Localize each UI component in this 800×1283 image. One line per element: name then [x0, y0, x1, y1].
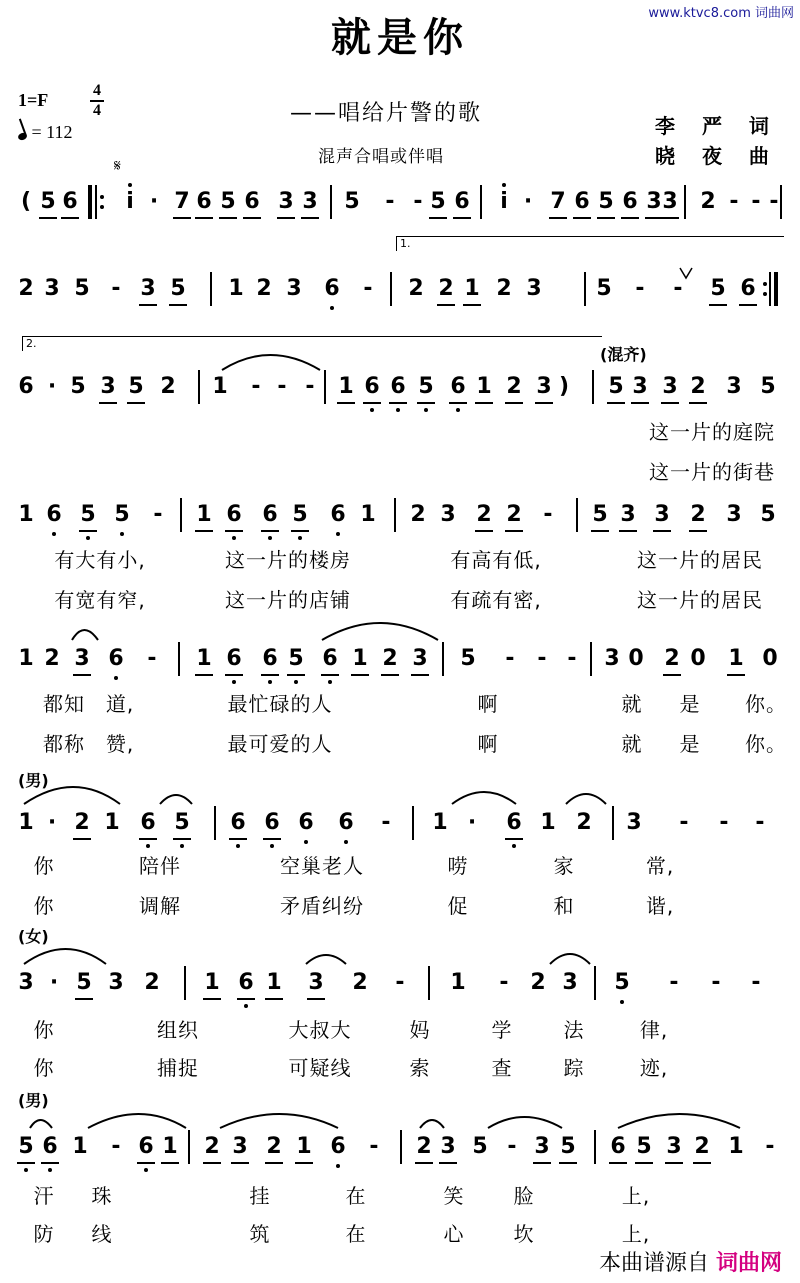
lyric: 唠 — [447, 854, 469, 878]
lyric: 啊 — [477, 732, 499, 756]
volta-first: 1. — [396, 236, 784, 251]
note: 3 — [626, 810, 642, 835]
note: 2 — [496, 276, 512, 301]
note: 3 — [108, 970, 124, 995]
note: 5 — [288, 646, 304, 671]
note: 2 — [700, 189, 716, 214]
note: 2 — [74, 810, 90, 835]
note: 5 — [460, 646, 476, 671]
note: 1 — [728, 1134, 744, 1159]
note: 5 — [114, 502, 130, 527]
note: - — [729, 189, 739, 214]
note: 6 — [244, 189, 260, 214]
note: 5 — [70, 374, 86, 399]
lyric: 索 — [409, 1056, 431, 1080]
note: 3 — [232, 1134, 248, 1159]
note: - — [369, 1134, 379, 1159]
note: 5 — [614, 970, 630, 995]
note: 6 — [262, 502, 278, 527]
note: 6 — [324, 276, 340, 301]
note: - — [505, 646, 515, 671]
lyric: 这一片的街巷 — [649, 460, 775, 484]
slur — [452, 792, 516, 804]
note: - — [719, 810, 729, 835]
note: 3 — [726, 374, 742, 399]
slur — [618, 1114, 740, 1128]
note: 2 — [690, 502, 706, 527]
lyric: 最可爱的人 — [227, 732, 333, 756]
lyric: 你。 — [745, 692, 787, 716]
note: - — [567, 646, 577, 671]
note: 5 — [170, 276, 186, 301]
note: 2 — [476, 502, 492, 527]
lyricist-credit: 李 严 词 — [655, 114, 779, 138]
note: 5 — [292, 502, 308, 527]
note: 0 — [628, 646, 644, 671]
lyric: 坎 — [513, 1222, 535, 1246]
footer-prefix: 本曲谱源自 — [598, 1251, 709, 1276]
note: 5 — [592, 502, 608, 527]
note: - — [765, 1134, 775, 1159]
note: 1 — [360, 502, 376, 527]
note: 5 — [76, 970, 92, 995]
note: 6 — [138, 1134, 154, 1159]
note: · — [149, 189, 159, 214]
slur — [566, 794, 606, 804]
note: 1 — [476, 374, 492, 399]
lyric: 律, — [639, 1018, 669, 1042]
tempo-value: = 112 — [31, 122, 73, 142]
note: 1 — [352, 646, 368, 671]
slur — [322, 623, 438, 640]
note: 3 — [412, 646, 428, 671]
lyric: 筑 — [249, 1222, 271, 1246]
note: 1 — [450, 970, 466, 995]
voice-label-male-2: (男) — [18, 1091, 49, 1110]
song-title: 就是你 — [331, 15, 469, 61]
note: 3 — [302, 189, 318, 214]
slur — [30, 1120, 52, 1128]
note: 6 — [62, 189, 78, 214]
note: - — [305, 374, 315, 399]
footer-site-link[interactable]: 词曲网 — [715, 1251, 782, 1276]
slur — [220, 1114, 338, 1128]
note: 3 — [440, 502, 456, 527]
note: ) — [558, 374, 570, 399]
note: 5 — [80, 502, 96, 527]
lyric: 在 — [345, 1222, 367, 1246]
note: 2 — [408, 276, 424, 301]
note: - — [507, 1134, 517, 1159]
note: 1 — [728, 646, 744, 671]
note: 6 — [226, 502, 242, 527]
note: 3 — [646, 189, 662, 214]
note: 3 — [666, 1134, 682, 1159]
note: 2 — [410, 502, 426, 527]
note: 1 — [432, 810, 448, 835]
time-sig-bottom: 4 — [93, 102, 101, 119]
time-sig-top: 4 — [93, 82, 101, 99]
lyric: 迹, — [639, 1056, 669, 1080]
lyric: 最忙碌的人 — [227, 692, 333, 716]
note: ( — [20, 189, 32, 214]
note: 6 — [238, 970, 254, 995]
lyric: 和 — [553, 894, 575, 918]
note: 6 — [390, 374, 406, 399]
slur — [306, 955, 346, 964]
note: 5 — [710, 276, 726, 301]
lyric: 道, — [105, 692, 135, 716]
lyric: 常, — [645, 854, 675, 878]
note: 2 — [160, 374, 176, 399]
slur — [24, 949, 106, 964]
lyric: 你 — [33, 1056, 55, 1080]
lyric: 就 — [621, 692, 643, 716]
note: 3 — [662, 374, 678, 399]
lyric: 谐, — [645, 894, 675, 918]
note: 6 — [506, 810, 522, 835]
breath-mark-icon — [680, 268, 692, 278]
slur — [550, 954, 590, 964]
note: 7 — [550, 189, 566, 214]
footer-source — [599, 1246, 782, 1277]
slur — [160, 795, 192, 804]
slur — [88, 1114, 186, 1128]
note: 6 — [196, 189, 212, 214]
note: 2 — [382, 646, 398, 671]
note: - — [413, 189, 423, 214]
note: 1 — [464, 276, 480, 301]
note: 5 — [608, 374, 624, 399]
note: · — [523, 189, 533, 214]
note: 3 — [536, 374, 552, 399]
note: 6 — [610, 1134, 626, 1159]
lyric: 大叔大 — [288, 1018, 352, 1042]
segno-icon: 𝄋 — [114, 156, 121, 175]
note: 6 — [322, 646, 338, 671]
lyric: 家 — [553, 854, 575, 878]
note: 1 — [228, 276, 244, 301]
note: - — [363, 276, 373, 301]
note: 2 — [506, 374, 522, 399]
note: 6 — [454, 189, 470, 214]
note: - — [755, 810, 765, 835]
voice-label-mixed: (混齐) — [600, 345, 647, 364]
note: - — [395, 970, 405, 995]
note: 3 — [44, 276, 60, 301]
note: 3 — [526, 276, 542, 301]
lyric: 是 — [679, 732, 701, 756]
note: 3 — [662, 189, 678, 214]
note: 5 — [636, 1134, 652, 1159]
note: i — [126, 189, 134, 214]
note: 2 — [44, 646, 60, 671]
note: - — [153, 502, 163, 527]
lyric: 有宽有窄, — [54, 588, 146, 612]
note: 1 — [540, 810, 556, 835]
note: 2 — [18, 276, 34, 301]
lyric: 珠 — [91, 1184, 113, 1208]
note: 3 — [18, 970, 34, 995]
note: 6 — [226, 646, 242, 671]
lyric: 踪 — [563, 1056, 585, 1080]
note: 1 — [212, 374, 228, 399]
note: 3 — [278, 189, 294, 214]
lyric: 捕捉 — [157, 1056, 199, 1080]
lyric: 妈 — [409, 1018, 431, 1042]
lyric: 你 — [33, 894, 55, 918]
note: 2 — [204, 1134, 220, 1159]
slur — [222, 355, 320, 370]
note: 3 — [286, 276, 302, 301]
lyric: 上, — [621, 1184, 651, 1208]
note: - — [673, 276, 683, 301]
note: 3 — [534, 1134, 550, 1159]
note: · — [49, 970, 59, 995]
note: 6 — [230, 810, 246, 835]
lyric: 啊 — [477, 692, 499, 716]
lyric: 上, — [621, 1222, 651, 1246]
lyric: 空巢老人 — [280, 854, 364, 878]
lyric: 这一片的居民 — [637, 548, 763, 572]
lyric: 查 — [491, 1056, 513, 1080]
note: 1 — [18, 502, 34, 527]
note: 2 — [664, 646, 680, 671]
note: · — [467, 810, 477, 835]
lyric: 赞, — [105, 732, 135, 756]
subtitle: ——唱给片警的歌 — [290, 101, 483, 126]
note: 6 — [18, 374, 34, 399]
note: 5 — [760, 502, 776, 527]
lyric: 陪伴 — [139, 854, 181, 878]
lyric: 调解 — [139, 894, 181, 918]
note: - — [381, 810, 391, 835]
lyric: 你 — [33, 1018, 55, 1042]
note: 1 — [196, 646, 212, 671]
lyric: 法 — [563, 1018, 585, 1042]
note: 6 — [330, 1134, 346, 1159]
composer-credit: 晓 夜 曲 — [655, 144, 779, 168]
note: 6 — [330, 502, 346, 527]
note: 2 — [690, 374, 706, 399]
note: - — [499, 970, 509, 995]
lyric: 心 — [443, 1222, 465, 1246]
lyric: 有高有低, — [450, 548, 542, 572]
note: 5 — [74, 276, 90, 301]
note: 6 — [450, 374, 466, 399]
note: · — [47, 374, 57, 399]
note: 5 — [220, 189, 236, 214]
note: 2 — [416, 1134, 432, 1159]
note: 6 — [46, 502, 62, 527]
lyric: 你。 — [745, 732, 787, 756]
lyric: 是 — [679, 692, 701, 716]
note: - — [711, 970, 721, 995]
note: - — [385, 189, 395, 214]
lyric: 就 — [621, 732, 643, 756]
note: 2 — [694, 1134, 710, 1159]
note: 5 — [760, 374, 776, 399]
lyric: 挂 — [249, 1184, 271, 1208]
note: 3 — [620, 502, 636, 527]
note: 3 — [726, 502, 742, 527]
note: 1 — [296, 1134, 312, 1159]
note: 3 — [632, 374, 648, 399]
lyric: 你 — [33, 854, 55, 878]
lyric: 矛盾纠纷 — [280, 894, 364, 918]
note: 1 — [72, 1134, 88, 1159]
note: 5 — [174, 810, 190, 835]
note: 2 — [352, 970, 368, 995]
note: 3 — [562, 970, 578, 995]
volta-second: 2. — [22, 336, 602, 351]
note: 5 — [430, 189, 446, 214]
lyric: 在 — [345, 1184, 367, 1208]
note: 5 — [40, 189, 56, 214]
note: 1 — [196, 502, 212, 527]
note: 1 — [18, 646, 34, 671]
note: 3 — [100, 374, 116, 399]
lyric: 这一片的居民 — [637, 588, 763, 612]
voice-label-male: (男) — [18, 771, 49, 790]
note: - — [751, 970, 761, 995]
note: - — [679, 810, 689, 835]
note: 1 — [162, 1134, 178, 1159]
voice-label-female: (女) — [18, 927, 49, 946]
note: 6 — [338, 810, 354, 835]
note: 0 — [762, 646, 778, 671]
note: 2 — [506, 502, 522, 527]
note: 3 — [74, 646, 90, 671]
note: - — [669, 970, 679, 995]
note: 6 — [42, 1134, 58, 1159]
slur — [488, 1117, 562, 1128]
note: 3 — [604, 646, 620, 671]
note: 6 — [264, 810, 280, 835]
lyric: 脸 — [513, 1184, 535, 1208]
note: 1 — [266, 970, 282, 995]
lyric: 有疏有密, — [450, 588, 542, 612]
note: 3 — [140, 276, 156, 301]
note: · — [47, 810, 57, 835]
lyric: 有大有小, — [54, 548, 146, 572]
note: - — [635, 276, 645, 301]
note: 2 — [530, 970, 546, 995]
slur — [24, 787, 120, 804]
note: 5 — [128, 374, 144, 399]
note: - — [751, 189, 761, 214]
lyric: 汗 — [33, 1184, 55, 1208]
note: 6 — [740, 276, 756, 301]
note: - — [769, 189, 779, 214]
note: 5 — [472, 1134, 488, 1159]
note: 3 — [308, 970, 324, 995]
lyric: 学 — [491, 1018, 513, 1042]
note: 1 — [204, 970, 220, 995]
lyric: 促 — [447, 894, 469, 918]
lyric: 这一片的店铺 — [225, 588, 351, 612]
note: 6 — [622, 189, 638, 214]
note: 6 — [298, 810, 314, 835]
note: - — [543, 502, 553, 527]
note: 2 — [256, 276, 272, 301]
note: - — [277, 374, 287, 399]
note: 2 — [266, 1134, 282, 1159]
note: i — [500, 189, 508, 214]
lyric: 这一片的楼房 — [225, 548, 351, 572]
note: - — [537, 646, 547, 671]
lyric: 笑 — [443, 1184, 465, 1208]
lyric: 这一片的庭院 — [649, 420, 775, 444]
note: 1 — [18, 810, 34, 835]
note: - — [111, 276, 121, 301]
note: 1 — [338, 374, 354, 399]
lyric: 都知 — [43, 692, 85, 716]
note: 5 — [418, 374, 434, 399]
slur — [72, 630, 98, 640]
note: - — [147, 646, 157, 671]
note: 3 — [654, 502, 670, 527]
note: 3 — [440, 1134, 456, 1159]
performance-note: 混声合唱或伴唱 — [318, 147, 444, 167]
note: 6 — [574, 189, 590, 214]
note: 1 — [104, 810, 120, 835]
note: 7 — [174, 189, 190, 214]
note: 5 — [560, 1134, 576, 1159]
key-signature: 1=F — [18, 90, 49, 110]
note: - — [251, 374, 261, 399]
note: - — [111, 1134, 121, 1159]
lyric: 可疑线 — [288, 1056, 352, 1080]
note: 2 — [438, 276, 454, 301]
watermark: www.ktvc8.com 词曲网 — [648, 6, 794, 21]
note: 5 — [596, 276, 612, 301]
lyric: 防 — [33, 1222, 55, 1246]
note: 2 — [144, 970, 160, 995]
note: 5 — [344, 189, 360, 214]
note: 6 — [262, 646, 278, 671]
lyric: 组织 — [157, 1018, 199, 1042]
lyric: 线 — [91, 1222, 113, 1246]
note: 6 — [108, 646, 124, 671]
note: 5 — [18, 1134, 34, 1159]
note: 6 — [140, 810, 156, 835]
note: 0 — [690, 646, 706, 671]
note: 5 — [598, 189, 614, 214]
slur — [420, 1120, 444, 1128]
note: 6 — [364, 374, 380, 399]
note: 2 — [576, 810, 592, 835]
lyric: 都称 — [43, 732, 85, 756]
